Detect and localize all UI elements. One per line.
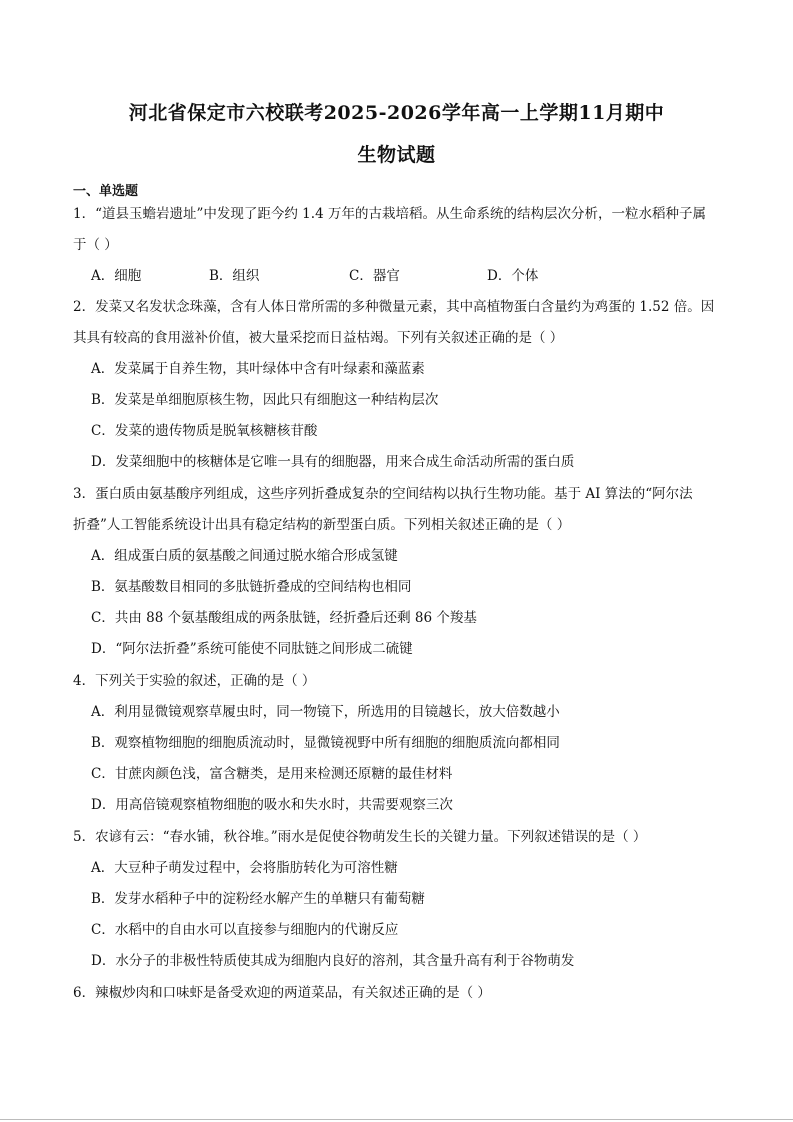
question-4-option-b: B．观察植物细胞的细胞质流动时，显微镜视野中所有细胞的细胞质流向都相同 <box>91 735 560 751</box>
question-3-option-d: D．“阿尔法折叠”系统可能使不同肽链之间形成二硫键 <box>91 641 413 657</box>
question-3-option-c: C．共由 88 个氨基酸组成的两条肽链，经折叠后还剩 86 个羧基 <box>91 610 477 626</box>
question-3-line-2: 折叠”人工智能系统设计出具有稳定结构的新型蛋白质。下列相关叙述正确的是（ ） <box>73 517 571 533</box>
question-2-option-c: C．发菜的遗传物质是脱氧核糖核苷酸 <box>91 423 318 439</box>
question-5-option-b: B．发芽水稻种子中的淀粉经水解产生的单糖只有葡萄糖 <box>91 891 425 907</box>
question-3-option-a: A．组成蛋白质的氨基酸之间通过脱水缩合形成氢键 <box>91 548 398 564</box>
question-2-option-a: A．发菜属于自养生物，其叶绿体中含有叶绿素和藻蓝素 <box>91 361 425 377</box>
question-6-line-1: 6．辣椒炒肉和口味虾是备受欢迎的两道菜品，有关叙述正确的是（ ） <box>73 985 491 1001</box>
question-4-option-d: D．用高倍镜观察植物细胞的吸水和失水时，共需要观察三次 <box>91 797 453 813</box>
question-2-line-1: 2．发菜又名发状念珠藻，含有人体日常所需的多种微量元素，其中高植物蛋白含量约为鸡蛋的 1.52 倍。因 <box>73 299 715 315</box>
question-5-option-a: A．大豆种子萌发过程中，会将脂肪转化为可溶性糖 <box>91 860 398 876</box>
question-2-option-b: B．发菜是单细胞原核生物，因此只有细胞这一种结构层次 <box>91 392 439 408</box>
question-1-option-b: B．组织 <box>209 268 260 284</box>
question-4-option-c: C．甘蔗肉颜色浅，富含糖类，是用来检测还原糖的最佳材料 <box>91 766 453 782</box>
question-5-option-c: C．水稻中的自由水可以直接参与细胞内的代谢反应 <box>91 922 399 938</box>
question-1-option-c: C．器官 <box>349 268 400 284</box>
question-2-line-2: 其具有较高的食用滋补价值，被大量采挖而日益枯竭。下列有关叙述正确的是（ ） <box>73 330 564 346</box>
question-4-line-1: 4．下列关于实验的叙述，正确的是（ ） <box>73 673 316 689</box>
question-3-line-1: 3．蛋白质由氨基酸序列组成，这些序列折叠成复杂的空间结构以执行生物功能。基于 AI 算法的“阿尔法 <box>73 486 693 502</box>
page-bottom-divider <box>0 1119 793 1120</box>
question-3-option-b: B．氨基酸数目相同的多肽链折叠成的空间结构也相同 <box>91 579 412 595</box>
question-1-line-2: 于（ ） <box>73 237 118 253</box>
exam-subtitle: 生物试题 <box>357 144 436 166</box>
question-2-option-d: D．发菜细胞中的核糖体是它唯一具有的细胞器，用来合成生命活动所需的蛋白质 <box>91 454 575 470</box>
exam-title: 河北省保定市六校联考2025-2026学年高一上学期11月期中 <box>128 102 665 124</box>
question-1-option-a: A．细胞 <box>91 268 142 284</box>
question-5-line-1: 5．农谚有云：“春水铺，秋谷堆。”雨水是促使谷物萌发生长的关键力量。下列叙述错误的是（ ） <box>73 829 647 845</box>
question-1-option-d: D．个体 <box>487 268 539 284</box>
question-5-option-d: D．水分子的非极性特质使其成为细胞内良好的溶剂，其含量升高有利于谷物萌发 <box>91 953 575 969</box>
question-1-line-1: 1．“道县玉蟾岩遗址”中发现了距今约 1.4 万年的古栽培稻。从生命系统的结构层次分析，一粒水稻种子属 <box>73 206 706 222</box>
section-heading: 一、单选题 <box>73 184 139 199</box>
question-4-option-a: A．利用显微镜观察草履虫时，同一物镜下，所选用的目镜越长，放大倍数越小 <box>91 704 560 720</box>
